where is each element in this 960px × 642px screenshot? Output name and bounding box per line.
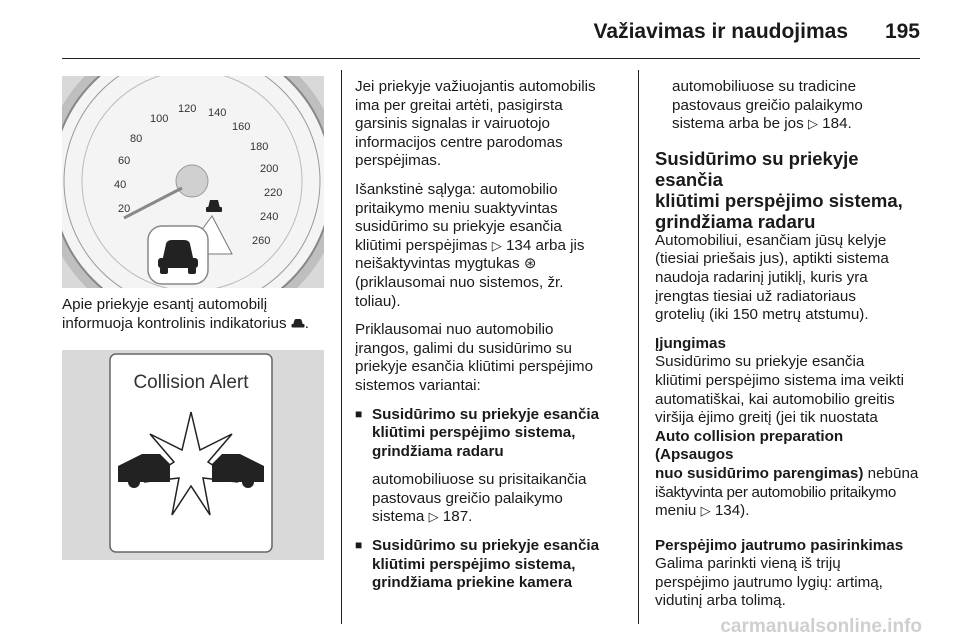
section-heading: Susidūrimo su priekyje esančia kliūtimi perspėjimo sistema, grindžiama radaru	[655, 147, 903, 232]
collision-alert-drawing	[62, 350, 324, 560]
gauge-number: 180	[250, 141, 269, 153]
text-line: toliau).	[355, 292, 401, 310]
text-line: Išankstinė sąlyga: automobilio	[355, 180, 558, 198]
page-ref[interactable]: 184.	[822, 115, 852, 133]
text-line: garsinis signalas ir vairuotojo	[355, 115, 550, 133]
text-line: sistema ▷ 187.	[372, 508, 473, 526]
text-line: susidūrimo su priekyje esančia	[355, 218, 562, 236]
text-line: (priklausomai nuo sistemos, žr.	[355, 273, 564, 291]
gauge-number: 100	[150, 113, 169, 125]
text-line: pritaikymo meniu suaktyvintas	[355, 199, 558, 217]
page-ref[interactable]: 187.	[442, 508, 473, 526]
text-line: Galima parinkti vieną iš trijų	[655, 555, 841, 573]
gauge-number: 20	[118, 203, 131, 215]
car-front-icon	[291, 316, 305, 327]
bullet-line: grindžiama radaru	[372, 442, 504, 460]
gauge-number: 200	[260, 163, 279, 175]
gauge-number: 140	[208, 107, 227, 119]
subheading: Įjungimas	[655, 334, 726, 352]
text-line: Auto collision preparation (Apsaugos	[655, 427, 844, 464]
text-line: priekyje esančia kliūtimi perspėjimo	[355, 358, 594, 376]
gauge-number: 260	[252, 235, 271, 247]
page-ref[interactable]: 134 arba jis	[505, 236, 585, 254]
page-header	[62, 18, 920, 54]
gauge-number: 120	[178, 103, 197, 115]
speedometer-drawing	[62, 76, 324, 288]
bullet-line: kliūtimi perspėjimo sistema,	[372, 424, 576, 442]
text-line: įrangos, galimi du susidūrimo su	[355, 339, 572, 357]
column-divider-1	[341, 70, 342, 624]
text-line: kliūtimi perspėjimo sistema ima veikti	[655, 371, 904, 389]
page-ref[interactable]: 134).	[714, 502, 750, 520]
text-line: sistemos variantai:	[355, 376, 481, 394]
bullet-item: ■ Susidūrimo su priekyje esančia	[355, 406, 620, 425]
text-line: automatiškai, kai automobilio greitis	[655, 390, 895, 408]
text-line: pastovaus greičio palaikymo	[372, 489, 563, 507]
page-ref-icon: ▷	[807, 116, 818, 132]
text-line: išaktyvinta per automobilio pritaikymo	[655, 483, 896, 501]
page-ref-icon: ▷	[700, 503, 711, 519]
alert-title: Collision Alert	[133, 372, 249, 393]
collision-alert-figure	[62, 350, 324, 560]
gauge-number: 40	[114, 179, 127, 191]
text-line: Priklausomai nuo automobilio	[355, 321, 554, 339]
column-1	[62, 296, 334, 333]
text-line: ima per greitai artėti, pasigirsta	[355, 96, 563, 114]
gauge-number: 220	[264, 187, 283, 199]
collision-alert-button-icon: ⊛	[523, 255, 537, 273]
text-line: neišaktyvintas mygtukas ⊛	[355, 255, 537, 273]
text-line: naudoja radarinį jutiklį, kuris yra	[655, 268, 868, 286]
caption-line: informuoja kontrolinis indikatorius .	[62, 314, 310, 332]
text-line: kliūtimi perspėjimas ▷ 134 arba jis	[355, 236, 585, 254]
page-ref-icon: ▷	[428, 509, 439, 525]
header-rule	[62, 58, 920, 59]
watermark: carmanualsonline.info	[720, 616, 922, 637]
text-line: grotelių (iki 150 metrų atstumu).	[655, 306, 869, 324]
text-line: automobiliuose su tradicine	[672, 78, 857, 95]
text-line: informacijos centre parodomas	[355, 133, 563, 151]
text-line: nuo susidūrimo parengimas) nebūna	[655, 464, 919, 482]
text-line: Jei priekyje važiuojantis automobilis	[355, 78, 596, 95]
text-line: automobiliuose su prisitaikančia	[372, 471, 587, 489]
text-line: sistema arba be jos ▷ 184.	[672, 115, 852, 133]
text-line: Susidūrimo su priekyje esančia	[655, 353, 865, 371]
text-line: Automobiliui, esančiam jūsų kelyje	[655, 231, 887, 249]
caption-line: Apie priekyje esantį automobilį	[62, 296, 268, 313]
text-line: perspėjimo jautrumo lygių: artimą,	[655, 573, 883, 591]
gauge-number: 240	[260, 211, 279, 223]
speedometer-figure	[62, 76, 324, 288]
page-title: Važiavimas ir naudojimas	[593, 20, 848, 43]
text-line: meniu ▷ 134).	[655, 502, 750, 520]
text-line: viršija ėjimo greitį (jei tik nuostata	[655, 409, 878, 427]
bullet-item: ■ Susidūrimo su priekyje esančia	[355, 537, 620, 556]
bullet-line: kliūtimi perspėjimo sistema,	[372, 555, 576, 573]
column-divider-2	[638, 70, 639, 624]
gauge-number: 80	[130, 133, 143, 145]
gauge-number: 160	[232, 121, 251, 133]
bullet-line: grindžiama priekine kamera	[372, 574, 573, 592]
text-line: perspėjimas.	[355, 152, 442, 170]
page-number: 195	[884, 20, 920, 43]
text-line: pastovaus greičio palaikymo	[672, 96, 863, 114]
column-2	[355, 78, 620, 593]
page-ref-icon: ▷	[491, 237, 502, 253]
subheading: Perspėjimo jautrumo pasirinkimas	[655, 536, 904, 554]
gauge-number: 60	[118, 155, 131, 167]
text-line: (tiesiai priešais jus), aptikti sistema	[655, 250, 889, 268]
column-3	[655, 78, 923, 611]
text-line: įrengtas tiesiai už radiatoriaus	[655, 287, 856, 305]
text-line: vidutinį arba tolimą.	[655, 592, 786, 610]
